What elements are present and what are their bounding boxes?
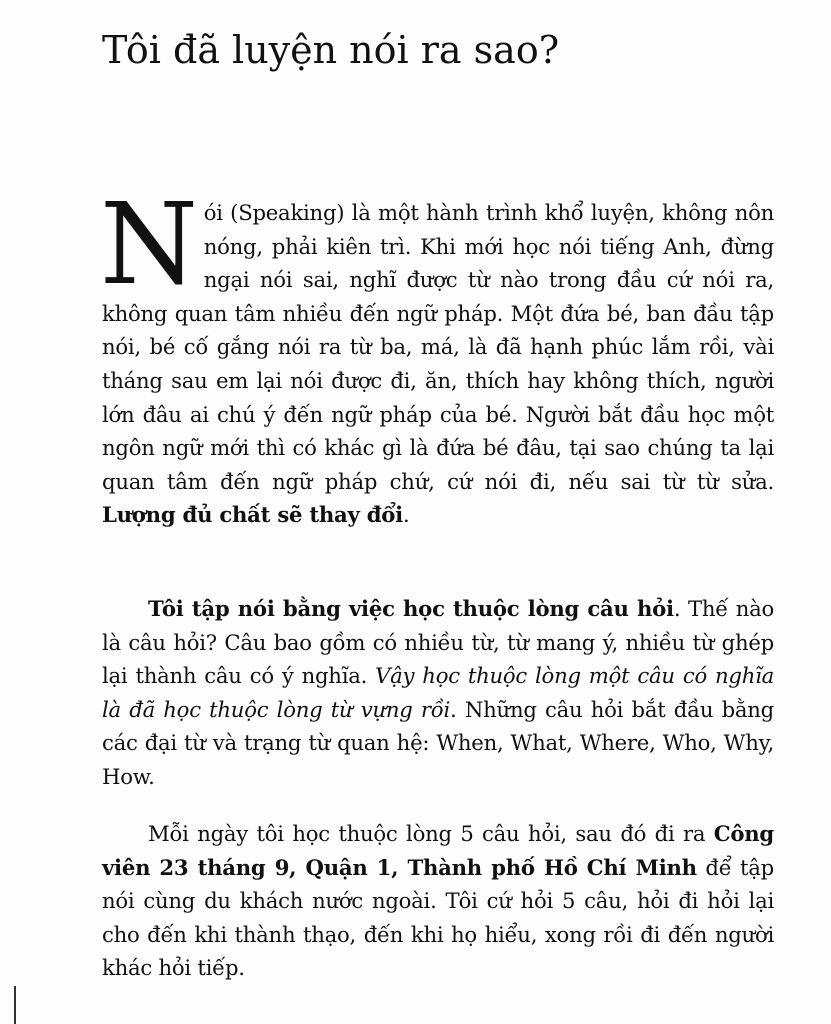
paragraph-2-text: . Thế nào là câu hỏi? Câu bao gồm có nhiều từ, từ mang ý, nhiều từ ghép lại thành câu có ý nghĩa. bbox=[102, 596, 774, 689]
paragraph-2 bbox=[102, 592, 774, 794]
paragraph-2-italic: Vậy học thuộc lòng một câu có nghĩa là đã học thuộc lòng từ vựng rồi bbox=[102, 663, 774, 722]
page-edge-line bbox=[14, 986, 16, 1024]
paragraph-3 bbox=[102, 817, 774, 985]
paragraph-1-end: . bbox=[402, 502, 410, 528]
paragraph-1-bold-end: Lượng đủ chất sẽ thay đổi bbox=[102, 502, 403, 528]
paragraph-3-start: Mỗi ngày tôi học thuộc lòng 5 câu hỏi, sau đó đi ra bbox=[148, 821, 714, 846]
paragraph-2-bold-start: Tôi tập nói bằng việc học thuộc lòng câu hỏi bbox=[148, 596, 674, 621]
paragraph-3-end: để tập nói cùng du khách nước ngoài. Tôi cứ hỏi 5 câu, hỏi đi hỏi lại cho đến khi thành thạo, đến khi họ hiểu, xong rồi đi đến người khác hỏi tiếp. bbox=[102, 854, 774, 981]
drop-cap: N bbox=[100, 180, 198, 310]
paragraph-3-bold: Công viên 23 tháng 9, Quận 1, Thành phố Hồ Chí Minh bbox=[102, 821, 774, 880]
paragraph-1 bbox=[100, 180, 774, 532]
page-title: Tôi đã luyện nói ra sao? bbox=[102, 28, 560, 72]
paragraph-2-end: . Những câu hỏi bắt đầu bằng các đại từ và trạng từ quan hệ: When, What, Where, Who, Why, How. bbox=[102, 696, 774, 789]
paragraph-1-text: ói (Speaking) là một hành trình khổ luyện, không nôn nóng, phải kiên trì. Khi mới học nói tiếng Anh, đừng ngại nói sai, nghĩ được từ nào trong đầu cứ nói ra, không quan tâm nhiều đến ngữ pháp. Một đứa bé, ban đầu tập nói, bé cố gắng nói ra từ ba, má, là đã hạnh phúc lắm rồi, vài tháng sau em lại nói được đi, ăn, thích hay không thích, người lớn đâu ai chú ý đến ngữ pháp của bé. Người bắt đầu học một ngôn ngữ mới thì có khác gì là đứa bé đâu, tại sao chúng ta lại quan tâm đến ngữ pháp chứ, cứ nói đi, nếu sai từ từ sửa. bbox=[102, 200, 774, 494]
